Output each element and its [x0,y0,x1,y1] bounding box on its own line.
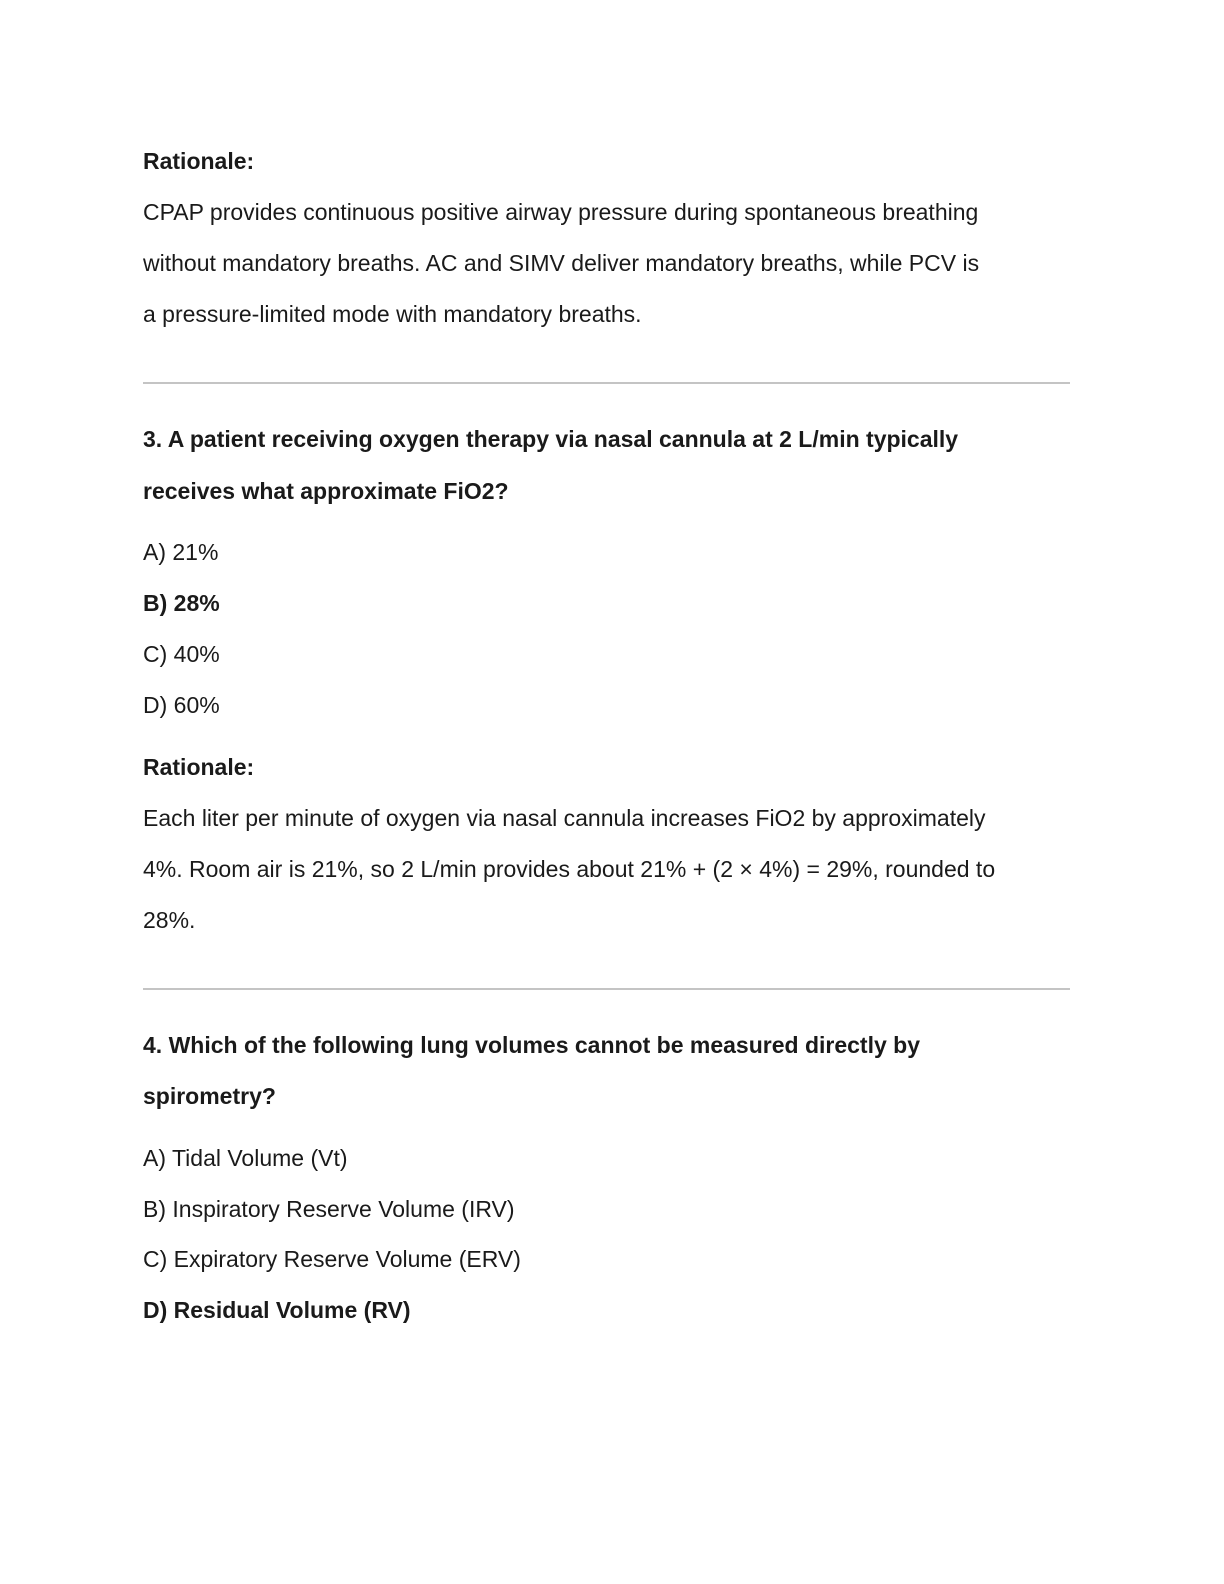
q3-question-line-2: receives what approximate FiO2? [143,478,509,504]
q4-question-line-1: 4. Which of the following lung volumes cannot be measured directly by [143,1032,920,1058]
section-divider [143,988,1070,990]
q2-rationale-line-2: without mandatory breaths. AC and SIMV deliver mandatory breaths, while PCV is [143,250,980,276]
q3-rationale-line-1: Each liter per minute of oxygen via nasal cannula increases FiO2 by approximately [143,805,986,831]
q4-option-c: C) Expiratory Reserve Volume (ERV) [143,1246,521,1272]
q3-rationale-line-2: 4%. Room air is 21%, so 2 L/min provides about 21% + (2 × 4%) = 29%, rounded to [143,856,996,882]
q2-rationale-line-1: CPAP provides continuous positive airway pressure during spontaneous breathing [143,199,979,225]
q4-option-d-correct: D) Residual Volume (RV) [143,1297,411,1323]
q3-option-b-correct: B) 28% [143,590,220,616]
q4-option-a: A) Tidal Volume (Vt) [143,1145,348,1171]
q3-option-a: A) 21% [143,539,219,565]
q3-option-c: C) 40% [143,641,220,667]
q4-option-b: B) Inspiratory Reserve Volume (IRV) [143,1196,515,1222]
q3-rationale-line-3: 28%. [143,907,196,933]
q2-rationale-line-3: a pressure-limited mode with mandatory breaths. [143,301,642,327]
q3-rationale-label: Rationale: [143,754,255,780]
q3-option-d: D) 60% [143,692,220,718]
q2-rationale-label: Rationale: [143,148,255,174]
section-divider [143,382,1070,384]
q3-question-line-1: 3. A patient receiving oxygen therapy via nasal cannula at 2 L/min typically [143,426,959,452]
q4-question-line-2: spirometry? [143,1083,276,1109]
